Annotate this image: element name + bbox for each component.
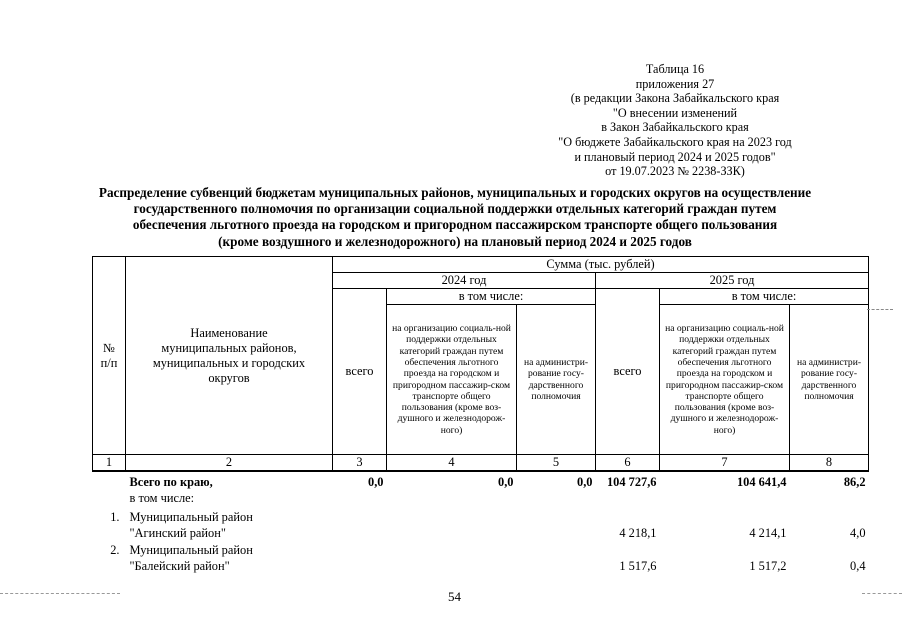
row-v6: 4 218,1 bbox=[619, 525, 657, 540]
header-name: Наименование муниципальных районов, муниципальных и городских округов bbox=[126, 257, 333, 455]
approval-line: в Закон Забайкальского края bbox=[601, 120, 749, 135]
row-v3 bbox=[333, 525, 387, 541]
col-number: 5 bbox=[517, 455, 596, 472]
approval-block bbox=[555, 62, 795, 179]
total-label: Всего по краю, bbox=[129, 475, 213, 489]
row-v6: 1 517,6 bbox=[619, 558, 657, 573]
total-v6: 104 727,6 bbox=[606, 475, 657, 489]
row-name-line2: "Балейский район" bbox=[129, 558, 230, 573]
title-line: (кроме воздушного и железнодорожного) на плановый период 2024 и 2025 годов bbox=[218, 233, 692, 249]
total-v5: 0,0 bbox=[577, 475, 593, 489]
col-number: 4 bbox=[387, 455, 517, 472]
table-row bbox=[93, 506, 869, 525]
header-admin-2025: на администри-рование госу-дарственного полномочия bbox=[790, 305, 869, 455]
row-v4 bbox=[387, 525, 517, 541]
header-total-2024: всего bbox=[333, 289, 387, 455]
approval-line: приложения 27 bbox=[635, 76, 715, 91]
row-v8: 4,0 bbox=[850, 525, 866, 540]
total-row bbox=[93, 471, 869, 490]
approval-line: Таблица 16 bbox=[645, 62, 705, 76]
approval-line: и плановый период 2024 и 2025 годов" bbox=[574, 149, 776, 164]
row-v4 bbox=[387, 558, 517, 574]
row-name-line2: "Агинский район" bbox=[129, 525, 226, 540]
total-sublabel: в том числе: bbox=[129, 490, 195, 505]
row-v5 bbox=[517, 525, 596, 541]
col-number: 3 bbox=[333, 455, 387, 472]
header-inthat-2024: в том числе: bbox=[387, 289, 596, 305]
total-v8: 86,2 bbox=[843, 475, 866, 489]
row-v7: 4 214,1 bbox=[749, 525, 787, 540]
header-year-2024: 2024 год bbox=[333, 273, 596, 289]
table-row bbox=[93, 558, 869, 574]
col-number: 7 bbox=[660, 455, 790, 472]
total-v4: 0,0 bbox=[498, 475, 514, 489]
total-v7: 104 641,4 bbox=[736, 475, 787, 489]
row-v5 bbox=[517, 558, 596, 574]
title-line: государственного полномочия по организации социальной поддержки отдельных категорий граждан путем bbox=[133, 201, 777, 217]
title-line: обеспечения льготного проезда на городском и пригородном пассажирском транспорте общего пользования bbox=[132, 217, 778, 233]
row-v7: 1 517,2 bbox=[749, 558, 787, 573]
row-index: 2. bbox=[110, 543, 120, 557]
header-year-2025: 2025 год bbox=[596, 273, 869, 289]
row-name-line1: Муниципальный район bbox=[129, 543, 253, 557]
subsidy-table bbox=[92, 256, 869, 574]
header-number: № п/п bbox=[93, 257, 126, 455]
header-org-2024: на организацию социаль-ной поддержки отдельных категорий граждан путем обеспечения льготного проезда на городском и пригородном пассажир-ском транспорте общего пользования (кроме воз-душного и железнодорож-ного) bbox=[387, 305, 517, 455]
title-line: Распределение субвенций бюджетам муниципальных районов, муниципальных и городских округов на осуществление bbox=[98, 185, 812, 200]
scan-artifact-line bbox=[867, 309, 893, 310]
page-number: 54 bbox=[448, 589, 461, 604]
col-number: 2 bbox=[126, 455, 333, 472]
table-row bbox=[93, 541, 869, 558]
row-v8: 0,4 bbox=[850, 558, 866, 573]
col-number: 1 bbox=[93, 455, 126, 472]
approval-line: от 19.07.2023 № 2238-ЗЗК) bbox=[605, 164, 745, 179]
header-org-2025: на организацию социаль-ной поддержки отдельных категорий граждан путем обеспечения льготного проезда на городском и пригородном пассажир-ском транспорте общего пользования (кроме воз-душного и железнодорож-ного) bbox=[660, 305, 790, 455]
header-inthat-2025: в том числе: bbox=[660, 289, 869, 305]
approval-line: "О бюджете Забайкальского края на 2023 год bbox=[558, 134, 792, 149]
header-total-2025: всего bbox=[596, 289, 660, 455]
row-v3 bbox=[333, 558, 387, 574]
col-number: 6 bbox=[596, 455, 660, 472]
table-row bbox=[93, 525, 869, 541]
col-number: 8 bbox=[790, 455, 869, 472]
column-numbers-row bbox=[93, 455, 869, 472]
total-v3: 0,0 bbox=[368, 475, 384, 489]
document-title bbox=[90, 185, 820, 250]
row-name-line1: Муниципальный район bbox=[129, 510, 253, 524]
row-index: 1. bbox=[110, 510, 120, 524]
header-sum: Сумма (тыс. рублей) bbox=[333, 257, 869, 273]
approval-line: (в редакции Закона Забайкальского края bbox=[570, 91, 780, 106]
approval-line: "О внесении изменений bbox=[612, 105, 738, 120]
header-admin-2024: на администри-рование госу-дарственного полномочия bbox=[517, 305, 596, 455]
